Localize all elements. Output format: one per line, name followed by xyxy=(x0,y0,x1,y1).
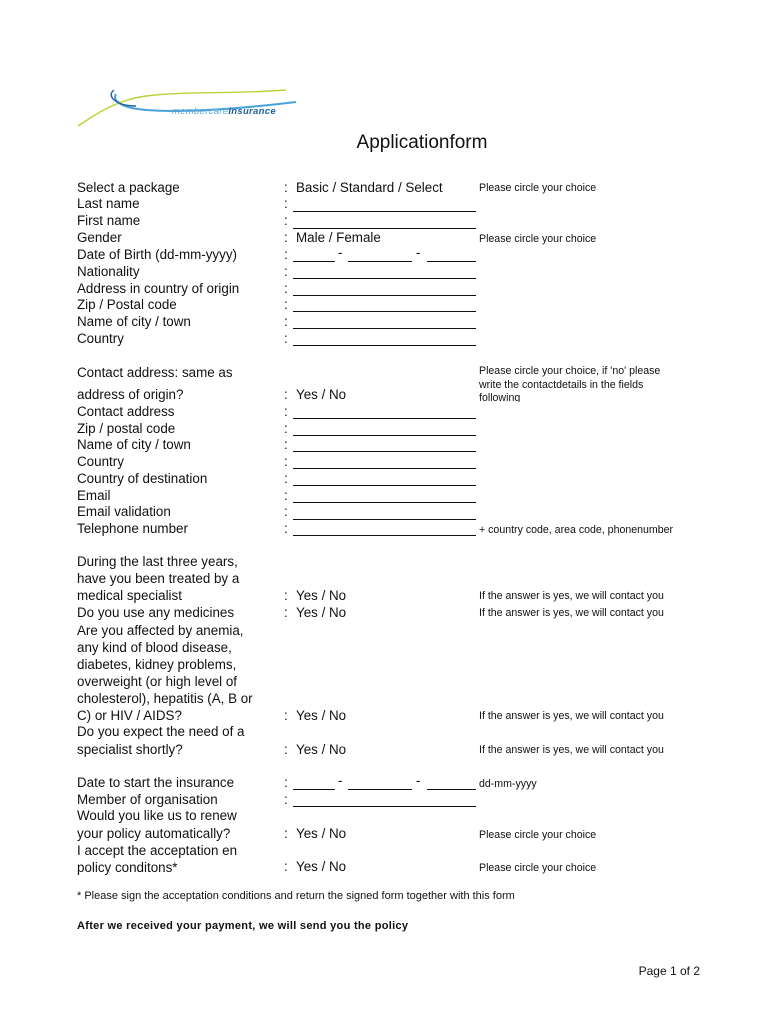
start-day-field[interactable] xyxy=(293,789,335,790)
contact-address-label: Contact address xyxy=(77,404,175,419)
first-name-label: First name xyxy=(77,213,141,228)
city-field[interactable] xyxy=(293,328,476,329)
address-field[interactable] xyxy=(293,295,476,296)
nationality-label: Nationality xyxy=(77,264,140,279)
page-title: Applicationform xyxy=(356,132,488,153)
country-label: Country xyxy=(77,331,124,346)
company-logo xyxy=(76,86,306,134)
q4-line-2: specialist shortly? xyxy=(77,742,183,757)
date-format-note: dd-mm-yyyy xyxy=(479,778,537,790)
page-number: Page 1 of 2 xyxy=(638,964,700,978)
q3-line-4: overweight (or high level of xyxy=(77,674,238,689)
renew-line-2: your policy automatically? xyxy=(77,826,231,841)
contact-note-3: following xyxy=(479,392,521,402)
q1-line-3: medical specialist xyxy=(77,588,182,603)
zip-field[interactable] xyxy=(293,311,476,312)
q3-yes-no[interactable]: Yes / No xyxy=(296,708,347,723)
contact-same-label-1: Contact address: same as xyxy=(77,365,233,380)
telephone-label: Telephone number xyxy=(77,521,188,536)
email-validation-field[interactable] xyxy=(293,519,476,520)
q1-line-2: have you been treated by a xyxy=(77,571,240,586)
contact-city-field[interactable] xyxy=(293,451,476,452)
dob-day-field[interactable] xyxy=(293,261,335,262)
q3-line-6: C) or HIV / AIDS? xyxy=(77,708,182,723)
q1-yes-no[interactable]: Yes / No xyxy=(296,588,347,603)
q4-line-1: Do you expect the need of a xyxy=(77,724,245,739)
accept-line-1: I accept the acceptation en xyxy=(77,843,238,858)
email-label: Email xyxy=(77,488,111,503)
dob-year-field[interactable] xyxy=(427,261,476,262)
contact-note-2: write the contactdetails in the fields xyxy=(479,379,644,391)
renew-note: Please circle your choice xyxy=(479,829,597,841)
q1-line-1: During the last three years, xyxy=(77,554,238,569)
gender-label: Gender xyxy=(77,230,122,245)
package-options[interactable]: Basic / Standard / Select xyxy=(296,180,443,195)
last-name-label: Last name xyxy=(77,196,140,211)
start-date-label: Date to start the insurance xyxy=(77,775,235,790)
telephone-field[interactable] xyxy=(293,535,476,536)
contact-zip-label: Zip / postal code xyxy=(77,421,176,436)
q3-line-3: diabetes, kidney problems, xyxy=(77,657,237,672)
q3-line-2: any kind of blood disease, xyxy=(77,640,232,655)
contact-note-1: Please circle your choice, if 'no' please xyxy=(479,365,661,377)
accept-yes-no[interactable]: Yes / No xyxy=(296,859,347,874)
colon: : xyxy=(284,180,288,195)
contact-same-label-2: address of origin? xyxy=(77,387,184,402)
dob-month-field[interactable] xyxy=(348,261,412,262)
accept-note: Please circle your choice xyxy=(479,862,597,874)
package-note: Please circle your choice xyxy=(479,182,597,194)
address-label: Address in country of origin xyxy=(77,281,240,296)
destination-field[interactable] xyxy=(293,485,476,486)
last-name-field[interactable] xyxy=(293,211,476,212)
q3-line-1: Are you affected by anemia, xyxy=(77,623,244,638)
zip-label: Zip / Postal code xyxy=(77,297,177,312)
contact-same-yes-no[interactable]: Yes / No xyxy=(296,387,347,402)
q3-note: If the answer is yes, we will contact you xyxy=(479,710,664,722)
q4-yes-no[interactable]: Yes / No xyxy=(296,742,347,757)
payment-note: After we received your payment, we will send you the policy xyxy=(77,920,409,932)
renew-line-1: Would you like us to renew xyxy=(77,808,237,823)
q2-note: If the answer is yes, we will contact you xyxy=(479,607,664,619)
q2-label: Do you use any medicines xyxy=(77,605,235,620)
contact-address-field[interactable] xyxy=(293,418,476,419)
q2-yes-no[interactable]: Yes / No xyxy=(296,605,347,620)
member-org-label: Member of organisation xyxy=(77,792,218,807)
contact-zip-field[interactable] xyxy=(293,435,476,436)
telephone-note: + country code, area code, phonenumber xyxy=(479,524,674,536)
contact-country-field[interactable] xyxy=(293,468,476,469)
q1-note: If the answer is yes, we will contact you xyxy=(479,590,664,602)
q3-line-5: cholesterol), hepatitis (A, B or xyxy=(77,691,253,706)
contact-country-label: Country xyxy=(77,454,124,469)
renew-yes-no[interactable]: Yes / No xyxy=(296,826,347,841)
gender-options[interactable]: Male / Female xyxy=(296,230,381,245)
start-month-field[interactable] xyxy=(348,789,412,790)
dob-label: Date of Birth (dd-mm-yyyy) xyxy=(77,247,237,262)
sign-note: * Please sign the acceptation conditions and return the signed form together with this form xyxy=(77,890,515,902)
q4-note: If the answer is yes, we will contact you xyxy=(479,744,664,756)
nationality-field[interactable] xyxy=(293,278,476,279)
gender-note: Please circle your choice xyxy=(479,233,597,245)
member-org-field[interactable] xyxy=(293,806,476,807)
accept-line-2: policy conditons* xyxy=(77,860,178,875)
country-field[interactable] xyxy=(293,345,476,346)
start-year-field[interactable] xyxy=(427,789,476,790)
destination-label: Country of destination xyxy=(77,471,208,486)
select-package-label: Select a package xyxy=(77,180,180,195)
contact-city-label: Name of city / town xyxy=(77,437,191,452)
city-label: Name of city / town xyxy=(77,314,191,329)
email-validation-label: Email validation xyxy=(77,504,171,519)
email-field[interactable] xyxy=(293,502,476,503)
logo-text: membercareInsurance xyxy=(172,106,276,117)
